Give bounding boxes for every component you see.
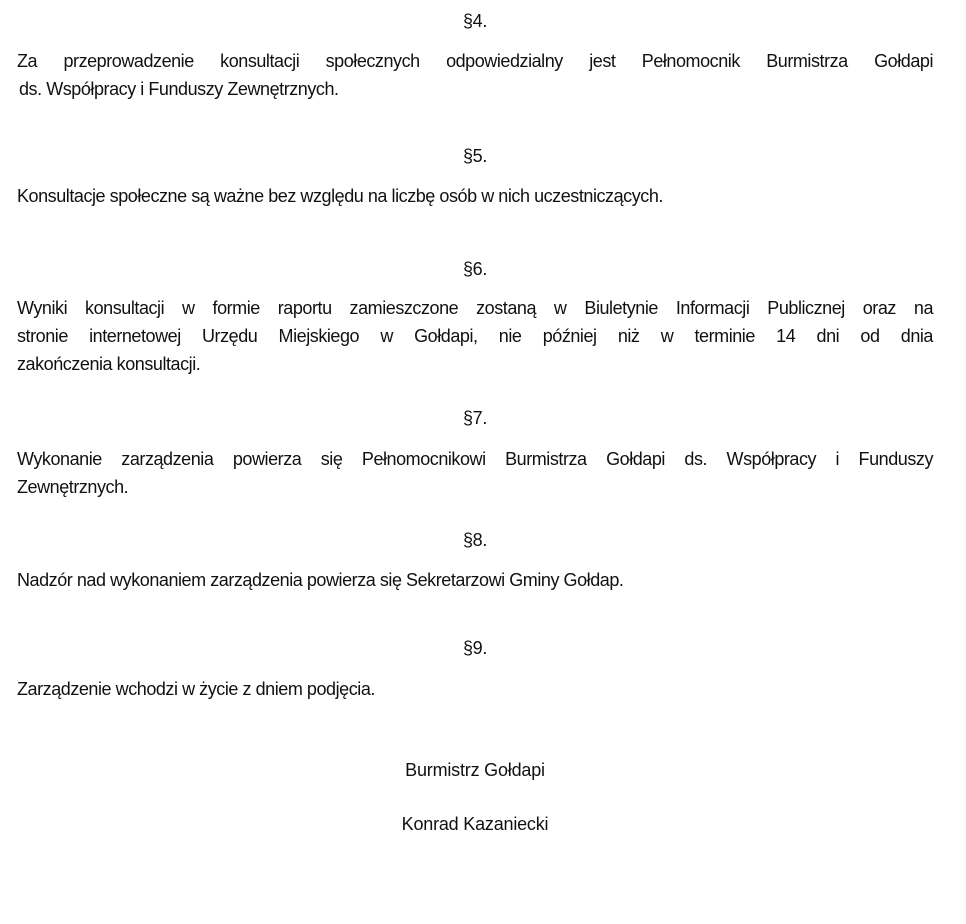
paragraph-line: zakończenia konsultacji. (17, 354, 201, 374)
paragraph-line: Zarządzenie wchodzi w życie z dniem podjęcia. (17, 679, 375, 699)
section-9-paragraph (17, 675, 933, 703)
section-heading-6: §6. (462, 259, 488, 279)
paragraph-line: Konsultacje społeczne są ważne bez względu na liczbę osób w nich uczestniczących. (17, 186, 663, 206)
section-heading-5: §5. (462, 146, 488, 166)
paragraph-line: stronie internetowej Urzędu Miejskiego w Gołdapi, nie później niż w terminie 14 dni od dnia (17, 326, 933, 346)
section-7-paragraph (17, 445, 933, 501)
section-heading-4: §4. (462, 11, 488, 31)
section-4-paragraph (17, 47, 933, 103)
section-heading-9: §9. (462, 638, 488, 658)
section-heading-8: §8. (462, 530, 488, 550)
section-8-paragraph (17, 566, 933, 594)
paragraph-line: Zewnętrznych. (17, 477, 129, 497)
paragraph-line: Za przeprowadzenie konsultacji społecznych odpowiedzialny jest Pełnomocnik Burmistrza Gołdapi (17, 51, 933, 71)
section-5-paragraph (17, 182, 933, 210)
signature-name: Konrad Kazaniecki (401, 814, 549, 834)
paragraph-line: Wykonanie zarządzenia powierza się Pełnomocnikowi Burmistrza Gołdapi ds. Współpracy i Funduszy (17, 449, 933, 469)
paragraph-line: Wyniki konsultacji w formie raportu zamieszczone zostaną w Biuletynie Informacji Publicznej oraz na (17, 298, 933, 318)
paragraph-line: ds. Współpracy i Funduszy Zewnętrznych. (19, 79, 339, 99)
signature-title: Burmistrz Gołdapi (405, 760, 545, 780)
section-6-paragraph (17, 294, 933, 378)
paragraph-line: Nadzór nad wykonaniem zarządzenia powierza się Sekretarzowi Gminy Gołdap. (17, 570, 624, 590)
section-heading-7: §7. (462, 408, 488, 428)
